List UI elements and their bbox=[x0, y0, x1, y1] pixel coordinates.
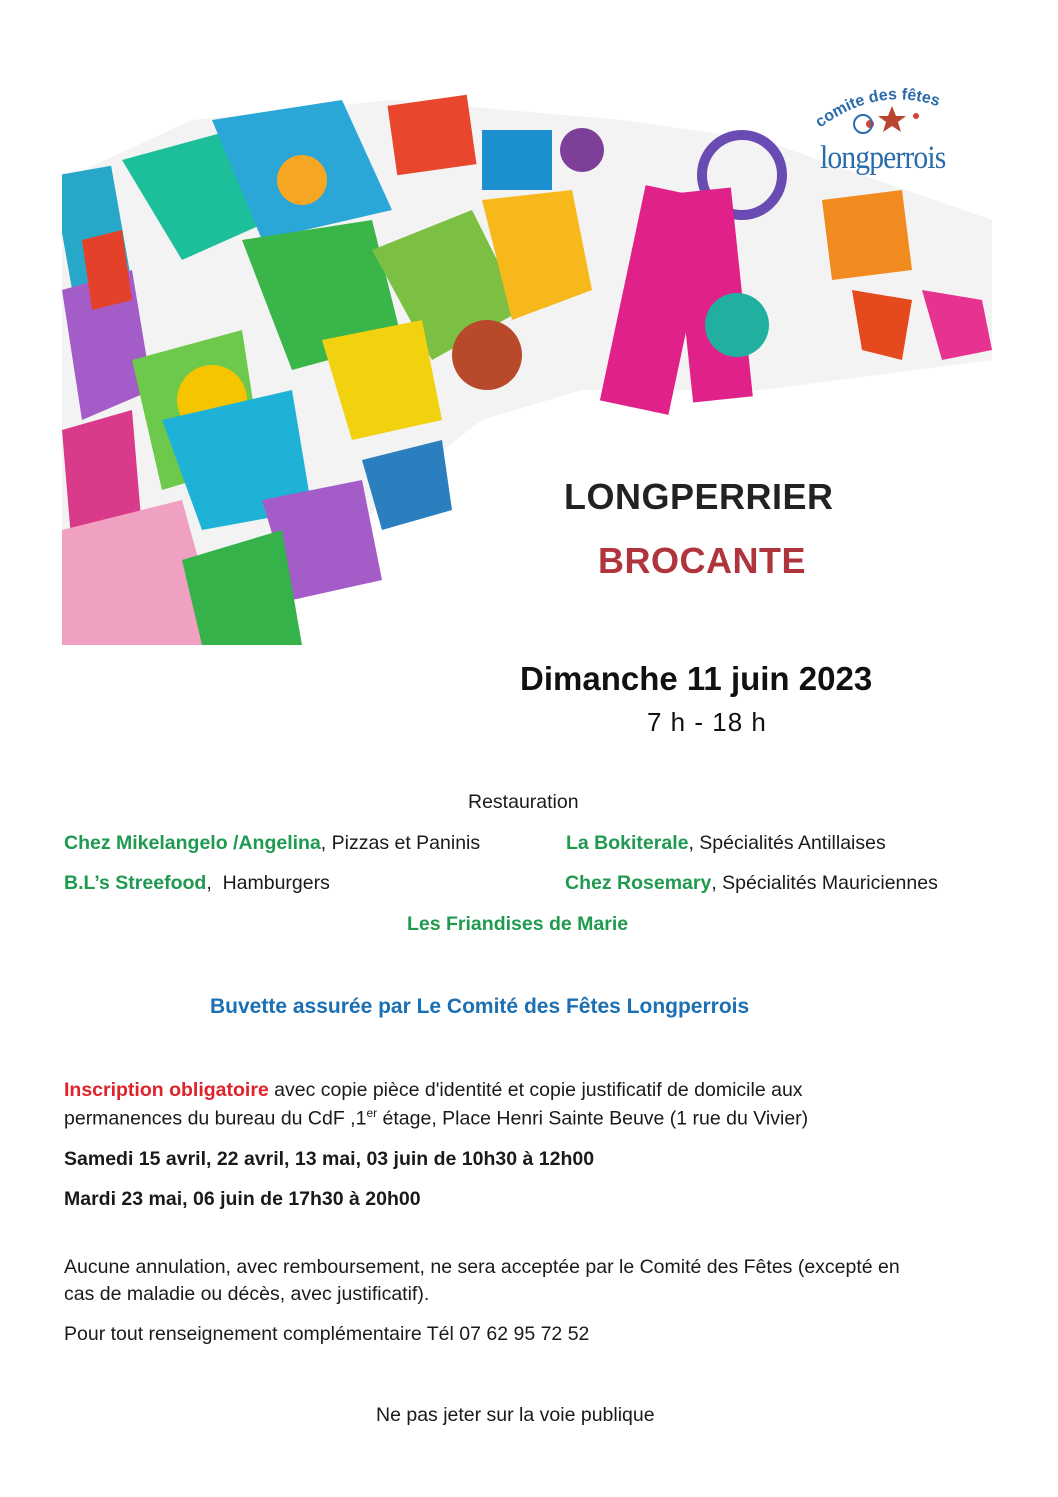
inscription-dates-saturday: Samedi 15 avril, 22 avril, 13 mai, 03 juin de 10h30 à 12h00 bbox=[64, 1148, 595, 1170]
vendor-item bbox=[566, 832, 886, 855]
inscription-dates-tuesday: Mardi 23 mai, 06 juin de 17h30 à 20h00 bbox=[64, 1188, 421, 1210]
inscription-line-2 bbox=[64, 1106, 808, 1131]
event-hours: 7 h - 18 h bbox=[647, 707, 767, 737]
event-type-title: BROCANTE bbox=[598, 540, 806, 581]
logo-arc-text: comite des fêtes bbox=[812, 86, 942, 132]
logo-name: longperrois bbox=[820, 140, 946, 176]
vendor-name: Les Friandises de Marie bbox=[407, 913, 629, 935]
inscription-text: avec copie pièce d'identité et copie justificatif de domicile aux bbox=[268, 1079, 803, 1101]
vendor-name: Chez Mikelangelo /Angelina bbox=[64, 832, 321, 854]
svg-text:comite des fêtes bbox=[812, 86, 942, 131]
vendor-desc: , Spécialités Antillaises bbox=[688, 832, 886, 854]
event-date: Dimanche 11 juin 2023 bbox=[520, 660, 873, 697]
inscription-address-b: étage, Place Henri Sainte Beuve (1 rue du Vivier) bbox=[377, 1107, 809, 1130]
inscription-address-a: permanences du bureau du CdF ,1 bbox=[64, 1107, 367, 1130]
vendor-item bbox=[64, 872, 330, 895]
inscription-line-1 bbox=[64, 1079, 803, 1102]
inscription-label: Inscription obligatoire bbox=[64, 1079, 269, 1101]
buvette-note: Buvette assurée par Le Comité des Fêtes Longperrois bbox=[210, 995, 750, 1018]
vendor-desc: , Hamburgers bbox=[206, 872, 330, 894]
vendor-item bbox=[64, 832, 480, 855]
contact-line: Pour tout renseignement complémentaire Tél 07 62 95 72 52 bbox=[64, 1323, 590, 1345]
vendor-name: Chez Rosemary bbox=[565, 872, 712, 894]
inscription-sup: er bbox=[366, 1106, 378, 1120]
vendor-name: La Bokiterale bbox=[566, 832, 689, 854]
vendor-item bbox=[407, 913, 628, 936]
restauration-heading: Restauration bbox=[468, 791, 579, 813]
annulation-line-1: Aucune annulation, avec remboursement, ne sera acceptée par le Comité des Fêtes (excepté en bbox=[64, 1256, 900, 1278]
town-title: LONGPERRIER bbox=[564, 476, 834, 517]
footer-note: Ne pas jeter sur la voie publique bbox=[376, 1404, 655, 1426]
vendor-desc: , Pizzas et Paninis bbox=[320, 832, 481, 854]
vendor-desc: , Spécialités Mauriciennes bbox=[711, 872, 938, 894]
vendor-item bbox=[565, 872, 938, 895]
vendor-name: B.L’s Streefood bbox=[64, 872, 207, 894]
annulation-line-2: cas de maladie ou décès, avec justificatif). bbox=[64, 1283, 430, 1305]
